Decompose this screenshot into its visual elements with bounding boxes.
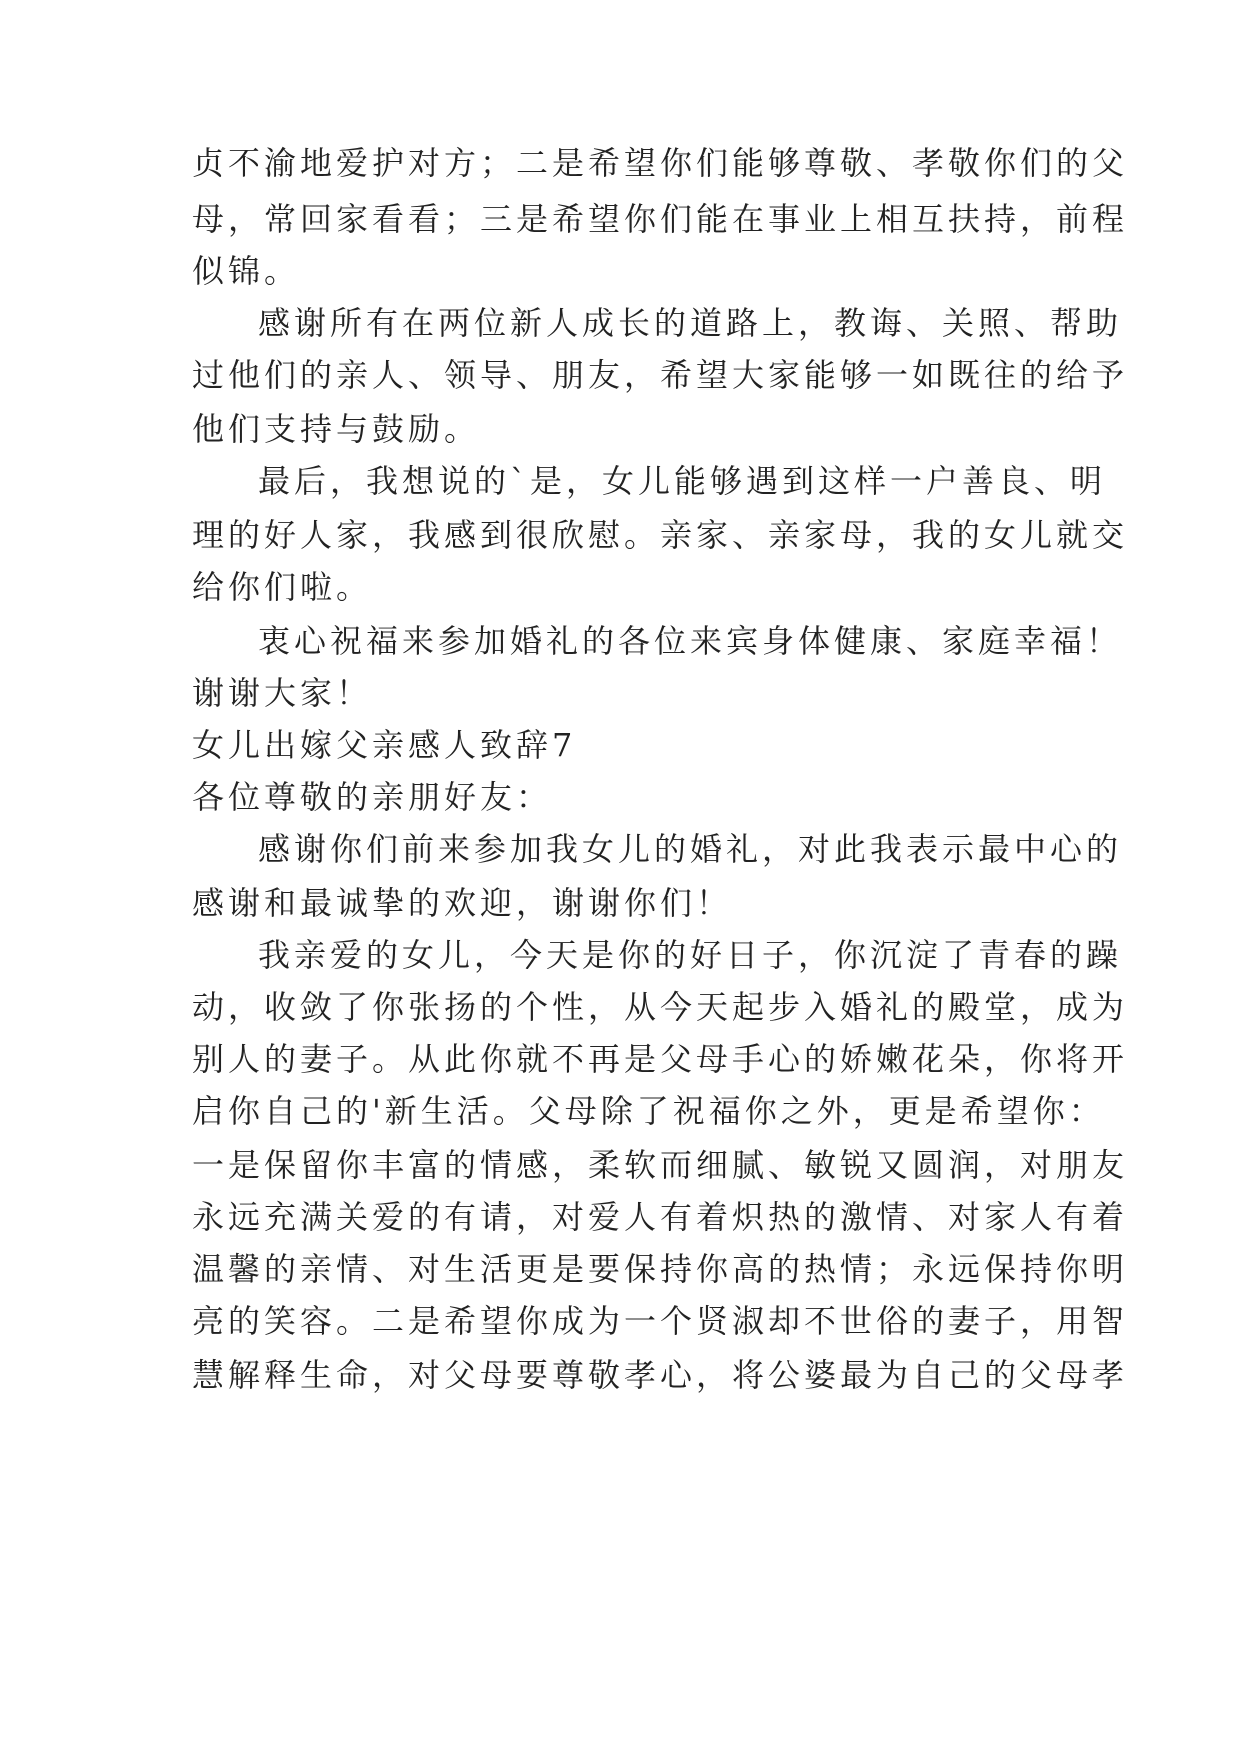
section-title: 女儿出嫁父亲感人致辞7 [192, 726, 577, 764]
paragraph-start-line: 感谢你们前来参加我女儿的婚礼，对此我表示最中心的 [258, 830, 1123, 868]
paragraph-start-line: 衷心祝福来参加婚礼的各位来宾身体健康、家庭幸福！ [258, 622, 1123, 660]
text-line: 温馨的亲情、对生活更是要保持你高的热情；永远保持你明 [192, 1250, 1129, 1288]
paragraph-start-line: 感谢所有在两位新人成长的道路上，教诲、关照、帮助 [258, 304, 1123, 342]
text-line: 一是保留你丰富的情感，柔软而细腻、敏锐又圆润，对朋友 [192, 1146, 1129, 1184]
text-line: 母，常回家看看；三是希望你们能在事业上相互扶持，前程 [192, 200, 1129, 238]
text-line: 启你自己的'新生活。父母除了祝福你之外，更是希望你： [192, 1092, 1105, 1130]
text-line: 别人的妻子。从此你就不再是父母手心的娇嫩花朵，你将开 [192, 1040, 1129, 1078]
text-line: 永远充满关爱的有请，对爱人有着炽热的激情、对家人有着 [192, 1198, 1129, 1236]
text-line: 理的好人家，我感到很欣慰。亲家、亲家母，我的女儿就交 [192, 516, 1129, 554]
text-line: 动，收敛了你张扬的个性，从今天起步入婚礼的殿堂，成为 [192, 988, 1129, 1026]
paragraph-start-line: 最后，我想说的`是，女儿能够遇到这样一户善良、明 [258, 462, 1107, 500]
text-line: 他们支持与鼓励。 [192, 410, 481, 448]
text-line: 谢谢大家！ [192, 674, 373, 712]
salutation-line: 各位尊敬的亲朋好友： [192, 778, 553, 816]
text-line: 似锦。 [192, 252, 301, 290]
paragraph-start-line: 我亲爱的女儿，今天是你的好日子，你沉淀了青春的躁 [258, 936, 1123, 974]
text-line: 过他们的亲人、领导、朋友，希望大家能够一如既往的给予 [192, 356, 1129, 394]
text-line: 给你们啦。 [192, 568, 373, 606]
text-line: 亮的笑容。二是希望你成为一个贤淑却不世俗的妻子，用智 [192, 1302, 1129, 1340]
text-line: 慧解释生命，对父母要尊敬孝心，将公婆最为自己的父母孝 [192, 1356, 1129, 1394]
text-line: 感谢和最诚挚的欢迎，谢谢你们！ [192, 884, 733, 922]
text-line: 贞不渝地爱护对方；二是希望你们能够尊敬、孝敬你们的父 [192, 144, 1129, 182]
